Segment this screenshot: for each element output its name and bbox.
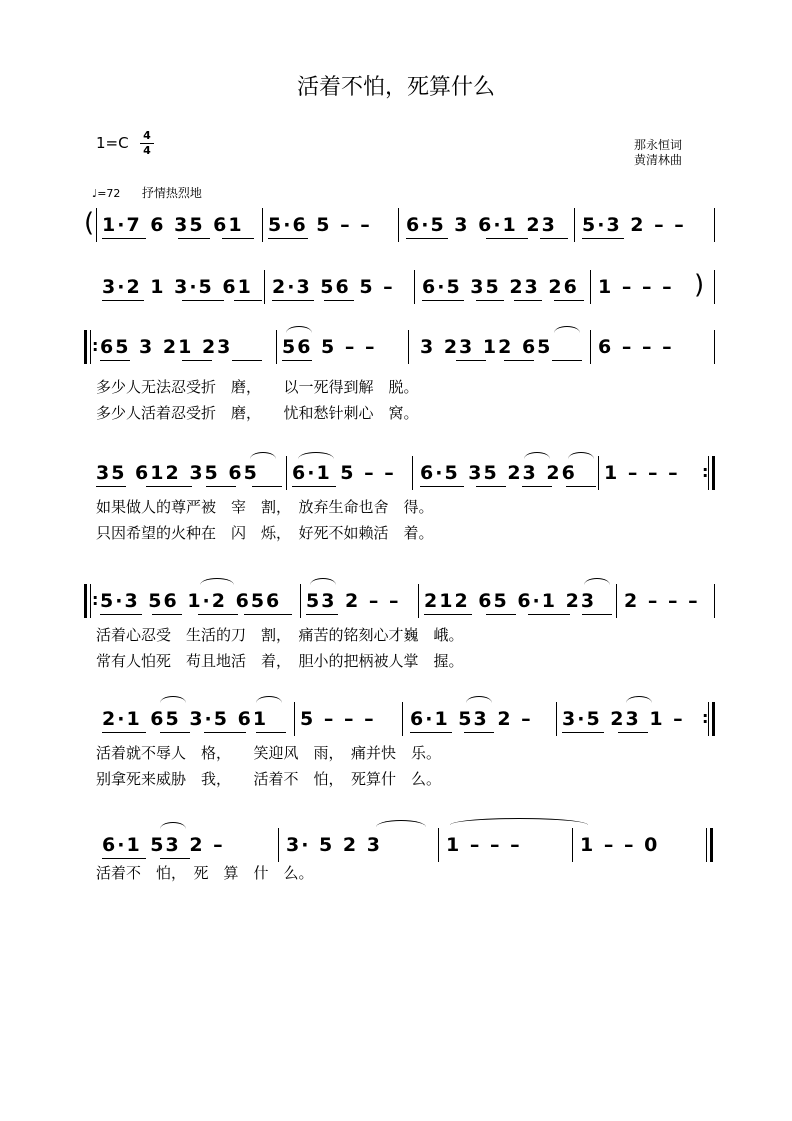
- underline: [182, 300, 224, 301]
- measure: 6 – – –: [598, 336, 674, 358]
- measure: 1 – – 0: [580, 834, 660, 856]
- barline: [598, 456, 599, 490]
- underline: [252, 486, 282, 487]
- underline: [582, 238, 624, 239]
- slur: [298, 452, 334, 459]
- time-signature: [140, 130, 154, 157]
- underline: [102, 238, 146, 239]
- measure: 2·3 56 5 –: [272, 276, 395, 298]
- repeat-dots: :: [702, 708, 709, 727]
- underline: [324, 300, 354, 301]
- measure: 6·5 35 23 26: [422, 276, 579, 298]
- underline: [618, 732, 648, 733]
- tie: [450, 818, 588, 825]
- measure: 212 65 6·1 23: [424, 590, 597, 612]
- underline: [422, 300, 464, 301]
- measure: 3·2 1 3·5 61: [102, 276, 253, 298]
- slur: [584, 578, 610, 585]
- final-barline-thin: [706, 828, 707, 862]
- repeat-dots: :: [92, 336, 99, 355]
- measure: 6·1 5 – –: [292, 462, 396, 484]
- lyric-line-1: 活着不 怕， 死 算 什 么。: [96, 864, 314, 882]
- measure: 1 – – –: [446, 834, 522, 856]
- slur: [376, 820, 426, 827]
- underline: [582, 614, 612, 615]
- barline: [438, 828, 439, 862]
- measure: 5 – – –: [300, 708, 376, 730]
- slur: [466, 696, 492, 703]
- underline: [292, 486, 336, 487]
- underline: [514, 300, 542, 301]
- underline: [456, 360, 486, 361]
- measure: 3 23 12 65: [420, 336, 553, 358]
- underline: [160, 858, 190, 859]
- underline: [566, 486, 596, 487]
- slur: [160, 822, 186, 829]
- barline: [714, 584, 715, 618]
- barline: [414, 270, 415, 304]
- slur: [256, 696, 282, 703]
- credits: [634, 138, 682, 168]
- slur: [250, 452, 276, 459]
- measure: 3·5 23 1 –: [562, 708, 685, 730]
- lyric-line-1: 活着就不辱人 格， 笑迎风 雨， 痛并快 乐。: [96, 744, 442, 762]
- lyric-line-1: 活着心忍受 生活的刀 割， 痛苦的铭刻心才巍 峨。: [96, 626, 464, 644]
- barline: [590, 330, 591, 364]
- underline: [222, 238, 254, 239]
- lyric-line-2: 只因希望的火种在 闪 烁， 好死不如赖活 着。: [96, 524, 434, 542]
- barline: [276, 330, 277, 364]
- underline: [268, 238, 308, 239]
- slur: [568, 452, 594, 459]
- underline: [206, 486, 236, 487]
- time-signature-bottom: 4: [143, 144, 151, 157]
- measure: 6·5 3 6·1 23: [406, 214, 557, 236]
- measure: 56 5 – –: [282, 336, 377, 358]
- measure: 6·1 53 2 –: [410, 708, 533, 730]
- underline: [464, 732, 494, 733]
- slur: [554, 326, 580, 333]
- barline: [418, 584, 419, 618]
- lyric-line-1: 如果做人的尊严被 宰 割， 放弃生命也舍 得。: [96, 498, 434, 516]
- barline: [294, 702, 295, 736]
- repeat-dots: :: [92, 590, 99, 609]
- underline: [178, 238, 210, 239]
- underline: [146, 486, 192, 487]
- underline: [528, 614, 570, 615]
- underline: [522, 486, 552, 487]
- underline: [486, 614, 516, 615]
- barline: [590, 270, 591, 304]
- underline: [486, 238, 528, 239]
- underline: [152, 614, 182, 615]
- page-title: 活着不怕，死算什么: [296, 75, 495, 100]
- measure: 5·6 5 – –: [268, 214, 372, 236]
- underline: [102, 300, 144, 301]
- intro-open-paren: (: [84, 208, 95, 238]
- slur: [200, 578, 234, 585]
- underline: [102, 732, 146, 733]
- underline: [102, 858, 146, 859]
- lyric-line-2: 常有人怕死 苟且地活 着， 胆小的把柄被人掌 握。: [96, 652, 464, 670]
- barline: [96, 208, 97, 242]
- underline: [504, 360, 534, 361]
- barline: [262, 208, 263, 242]
- underline: [554, 300, 584, 301]
- barline: [286, 456, 287, 490]
- underline: [234, 300, 262, 301]
- repeat-end-thick: [712, 456, 715, 490]
- barline: [408, 330, 409, 364]
- repeat-end-thin: [708, 702, 709, 736]
- barline: [616, 584, 617, 618]
- underline: [182, 360, 212, 361]
- underline: [198, 614, 238, 615]
- slur: [286, 326, 312, 333]
- underline: [204, 732, 246, 733]
- underline: [256, 732, 286, 733]
- measure: 65 3 21 23: [100, 336, 233, 358]
- slur: [626, 696, 652, 703]
- barline: [264, 270, 265, 304]
- measure: 5·3 56 1·2 656: [100, 590, 282, 612]
- underline: [552, 360, 582, 361]
- underline: [160, 732, 190, 733]
- slur: [160, 696, 186, 703]
- measure: 35 612 35 65: [96, 462, 259, 484]
- measure: 53 2 – –: [306, 590, 401, 612]
- barline: [572, 828, 573, 862]
- measure: 3· 5 2 3: [286, 834, 382, 856]
- underline: [306, 614, 338, 615]
- repeat-end-thin: [708, 456, 709, 490]
- underline: [420, 486, 464, 487]
- barline: [398, 208, 399, 242]
- lyric-line-2: 多少人活着忍受折 磨， 忧和愁针刺心 窝。: [96, 404, 419, 422]
- underline: [100, 360, 130, 361]
- measure: 1·7 6 35 61: [102, 214, 244, 236]
- time-signature-top: 4: [143, 129, 151, 142]
- barline: [402, 702, 403, 736]
- slur: [524, 452, 550, 459]
- lyric-line-2: 别拿死来威胁 我， 活着不 怕， 死算什 么。: [96, 770, 442, 788]
- expression-marking: 抒情热烈地: [141, 186, 202, 200]
- lyric-line-1: 多少人无法忍受折 磨， 以一死得到解 脱。: [96, 378, 419, 396]
- composer: 黄清林曲: [634, 153, 683, 167]
- underline: [96, 486, 126, 487]
- barline: [300, 584, 301, 618]
- barline: [714, 208, 715, 242]
- measure: 1 – – –: [604, 462, 680, 484]
- underline: [244, 614, 292, 615]
- underline: [410, 732, 452, 733]
- repeat-start-thick: [84, 584, 87, 618]
- underline: [540, 238, 568, 239]
- underline: [406, 238, 448, 239]
- repeat-end-thick: [712, 702, 715, 736]
- measure: 6·5 35 23 26: [420, 462, 577, 484]
- repeat-start-thick: [84, 330, 87, 364]
- key-signature: 1=C: [96, 134, 129, 152]
- barline: [574, 208, 575, 242]
- repeat-start-thin: [90, 330, 91, 364]
- final-barline-thick: [710, 828, 713, 862]
- measure: 6·1 53 2 –: [102, 834, 225, 856]
- underline: [272, 300, 314, 301]
- measure: 2 – – –: [624, 590, 700, 612]
- slur: [310, 578, 336, 585]
- tempo-value: ♩=72: [92, 187, 121, 200]
- underline: [232, 360, 262, 361]
- tempo-marking: [92, 184, 202, 201]
- underline: [424, 614, 472, 615]
- underline: [282, 360, 312, 361]
- repeat-start-thin: [90, 584, 91, 618]
- intro-close-paren: ): [694, 270, 705, 300]
- barline: [556, 702, 557, 736]
- lyricist: 那永恒词: [634, 138, 683, 152]
- barline: [278, 828, 279, 862]
- underline: [476, 300, 504, 301]
- measure: 1 – – –: [598, 276, 674, 298]
- barline: [714, 270, 715, 304]
- underline: [562, 732, 604, 733]
- repeat-dots: :: [702, 462, 709, 481]
- barline: [412, 456, 413, 490]
- underline: [100, 614, 142, 615]
- underline: [476, 486, 506, 487]
- measure: 2·1 65 3·5 61: [102, 708, 269, 730]
- barline: [714, 330, 715, 364]
- measure: 5·3 2 – –: [582, 214, 686, 236]
